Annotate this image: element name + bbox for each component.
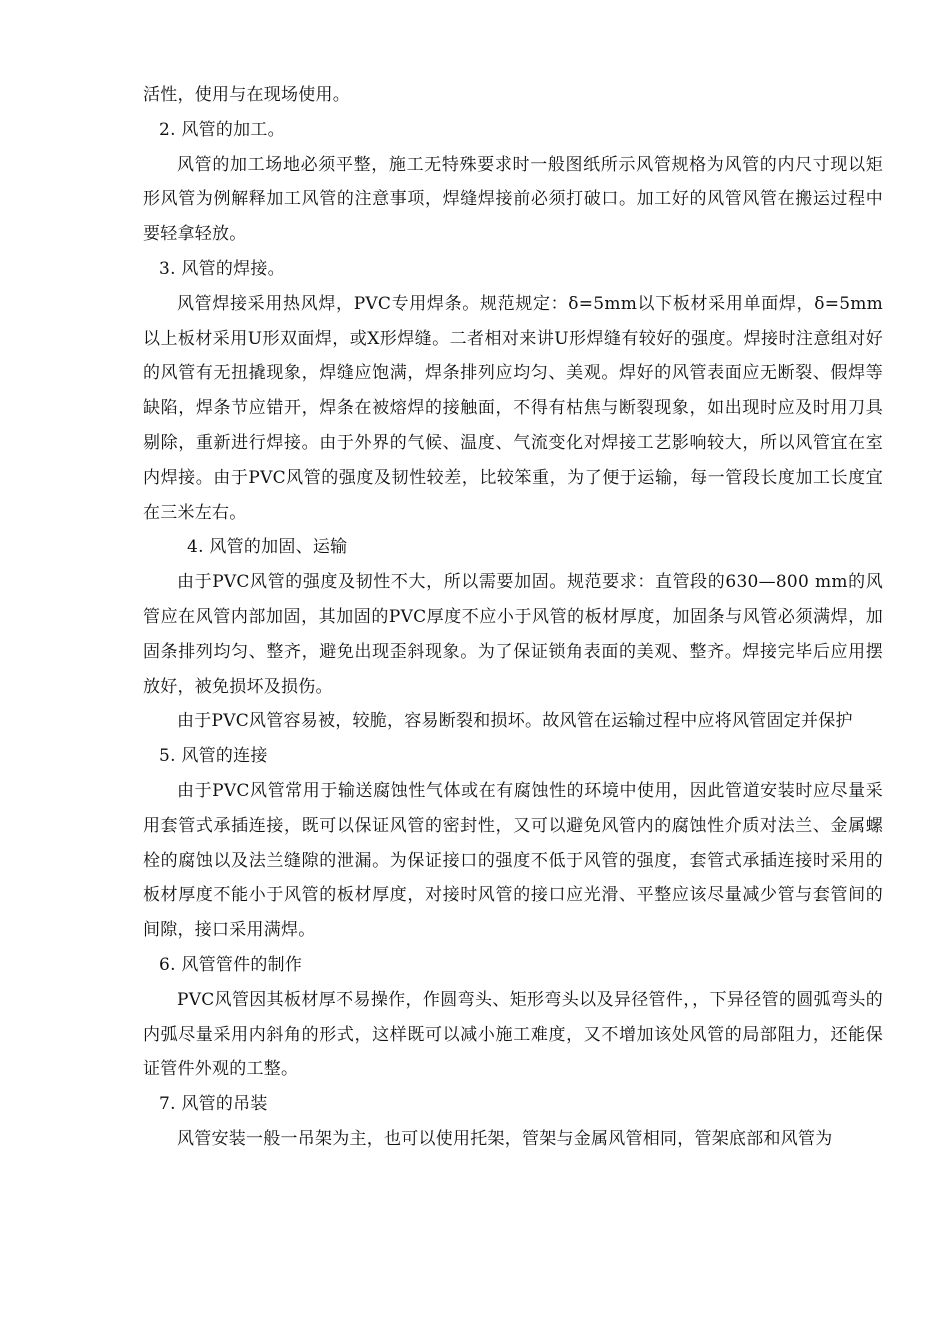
section-heading-3: 3. 风管的焊接。 <box>159 258 285 279</box>
paragraph-continuation: 活性，使用与在现场使用。 <box>143 85 350 105</box>
paragraph-duct-transport: 由于PVC风管容易被，较脆，容易断裂和损坏。故风管在运输过程中应将风管固定并保护 <box>177 711 853 732</box>
section-heading-2: 2. 风管的加工。 <box>159 119 285 140</box>
section-heading-5: 5. 风管的连接 <box>159 746 268 767</box>
paragraph-duct-connection: 由于PVC风管常用于输送腐蚀性气体或在有腐蚀性的环境中使用，因此管道安装时应尽量采用套管式承插连接，既可以保证风管的密封性，又可以避免风管内的腐蚀性介质对法兰、金属螺栓的腐蚀以及法兰缝隙的泄漏。为保证接口的强度不低于风管的强度，套管式承插连接时采用的板材厚度不能小于风管的板材厚度，对接时风管的接口应光滑、平整应该尽量减少管与套管间的间隙，接口采用满焊。 <box>143 780 883 941</box>
paragraph-duct-fittings: PVC风管因其板材厚不易操作，作圆弯头、矩形弯头以及异径管件，，下异径管的圆弧弯头的内弧尽量采用内斜角的形式，这样既可以减小施工难度，又不增加该处风管的局部阻力，还能保证管件外观的工整。 <box>143 989 883 1080</box>
section-heading-7: 7. 风管的吊装 <box>159 1094 268 1115</box>
section-heading-4: 4. 风管的加固、运输 <box>187 537 348 558</box>
document-body <box>143 78 883 1157</box>
section-heading-6: 6. 风管管件的制作 <box>159 954 303 975</box>
paragraph-duct-hoisting: 风管安装一般一吊架为主，也可以使用托架，管架与金属风管相同，管架底部和风管为 <box>177 1128 833 1149</box>
paragraph-duct-welding: 风管焊接采用热风焊，PVC专用焊条。规范规定：δ=5mm以下板材采用单面焊，δ=5mm以上板材采用U形双面焊，或X形焊缝。二者相对来讲U形焊缝有较好的强度。焊接时注意组对好的风管有无扭撬现象，焊缝应饱满，焊条排列应均匀、美观。焊好的风管表面应无断裂、假焊等缺陷，焊条节应错开，焊条在被熔焊的接触面，不得有枯焦与断裂现象，如出现时应及时用刀具剔除，重新进行焊接。由于外界的气候、温度、气流变化对焊接工艺影响较大，所以风管宜在室内焊接。由于PVC风管的强度及韧性较差，比较笨重，为了便于运输，每一管段长度加工长度宜在三米左右。 <box>143 293 883 523</box>
paragraph-duct-reinforcement: 由于PVC风管的强度及韧性不大，所以需要加固。规范要求：直管段的630—800 mm的风管应在风管内部加固，其加固的PVC厚度不应小于风管的板材厚度，加固条与风管必须满焊，加固条排列均匀、整齐，避免出现歪斜现象。为了保证锁角表面的美观、整齐。焊接完毕后应用摆放好，被免损坏及损伤。 <box>143 572 883 697</box>
paragraph-duct-processing: 风管的加工场地必须平整，施工无特殊要求时一般图纸所示风管规格为风管的内尺寸现以矩形风管为例解释加工风管的注意事项，焊缝焊接前必须打破口。加工好的风管风管在搬运过程中要轻拿轻放。 <box>143 154 883 245</box>
